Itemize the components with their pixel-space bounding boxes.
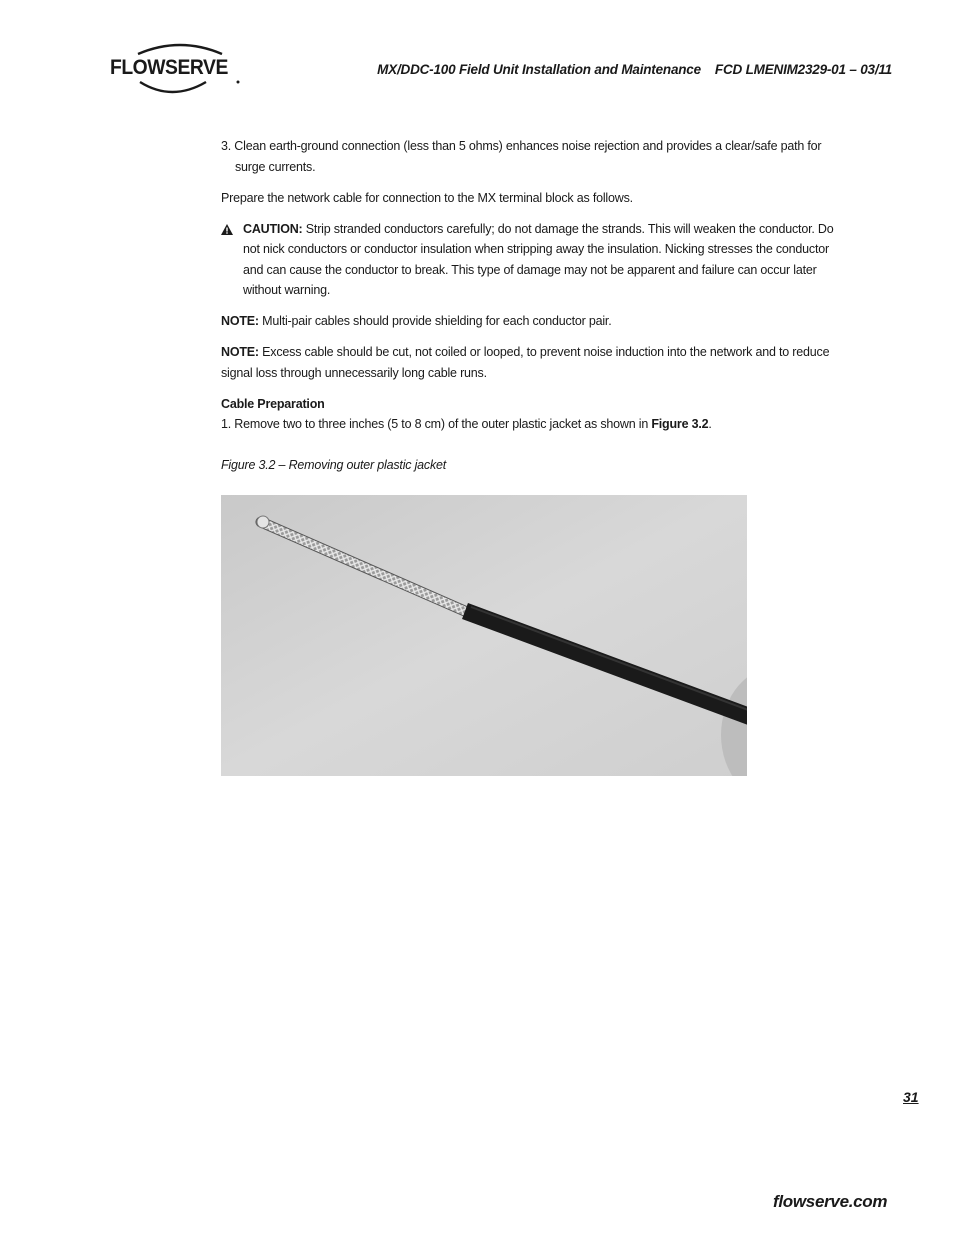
note-2-label: NOTE: [221, 345, 259, 359]
step-1 [221, 414, 846, 435]
figure-reference: Figure 3.2 [651, 417, 709, 431]
cable-photo-image [221, 495, 747, 776]
caution-text: Strip stranded conductors carefully; do not damage the strands. This will weaken the conductor. Do not nick conductors or conductor insulation when stripping away the insulation. Nicking stresses the conductor and can cause the conductor to break. This type of damage may not be apparent and failure can occur later without warning. [243, 221, 834, 297]
prepare-paragraph: Prepare the network cable for connection to the MX terminal block as follows. [221, 190, 633, 205]
figure-photo-cable [221, 495, 747, 776]
footer-url: flowserve.com [773, 1192, 888, 1211]
main-content [221, 136, 846, 486]
flowserve-logo [110, 42, 250, 94]
note-2 [221, 342, 846, 383]
document-header [377, 62, 892, 77]
step-1-end: . [708, 417, 712, 431]
note-2-text: Excess cable should be cut, not coiled or looped, to prevent noise induction into the network and to reduce signal loss through unnecessarily long cable runs. [221, 345, 830, 380]
list-item-3: 3. Clean earth-ground connection (less than 5 ohms) enhances noise rejection and provides a clear/safe path for surge currents. [221, 139, 822, 174]
page-number: 31 [903, 1089, 919, 1105]
caution-block [221, 219, 846, 301]
note-1-text: Multi-pair cables should provide shielding for each conductor pair. [258, 314, 612, 328]
logo-wordmark: FLOWSERVE [110, 56, 228, 79]
warning-triangle-icon [221, 224, 233, 235]
note-1-label: NOTE: [221, 314, 259, 328]
doc-code: FCD LMENIM2329-01 – 03/11 [714, 62, 892, 77]
figure-caption: Figure 3.2 – Removing outer plastic jacket [221, 457, 447, 472]
note-1 [221, 311, 846, 332]
caution-label: CAUTION: [243, 221, 303, 236]
step-1-text: 1. Remove two to three inches (5 to 8 cm) of the outer plastic jacket as shown in [221, 417, 652, 431]
section-heading: Cable Preparation [221, 396, 325, 411]
doc-title: MX/DDC-100 Field Unit Installation and Maintenance [377, 62, 701, 77]
